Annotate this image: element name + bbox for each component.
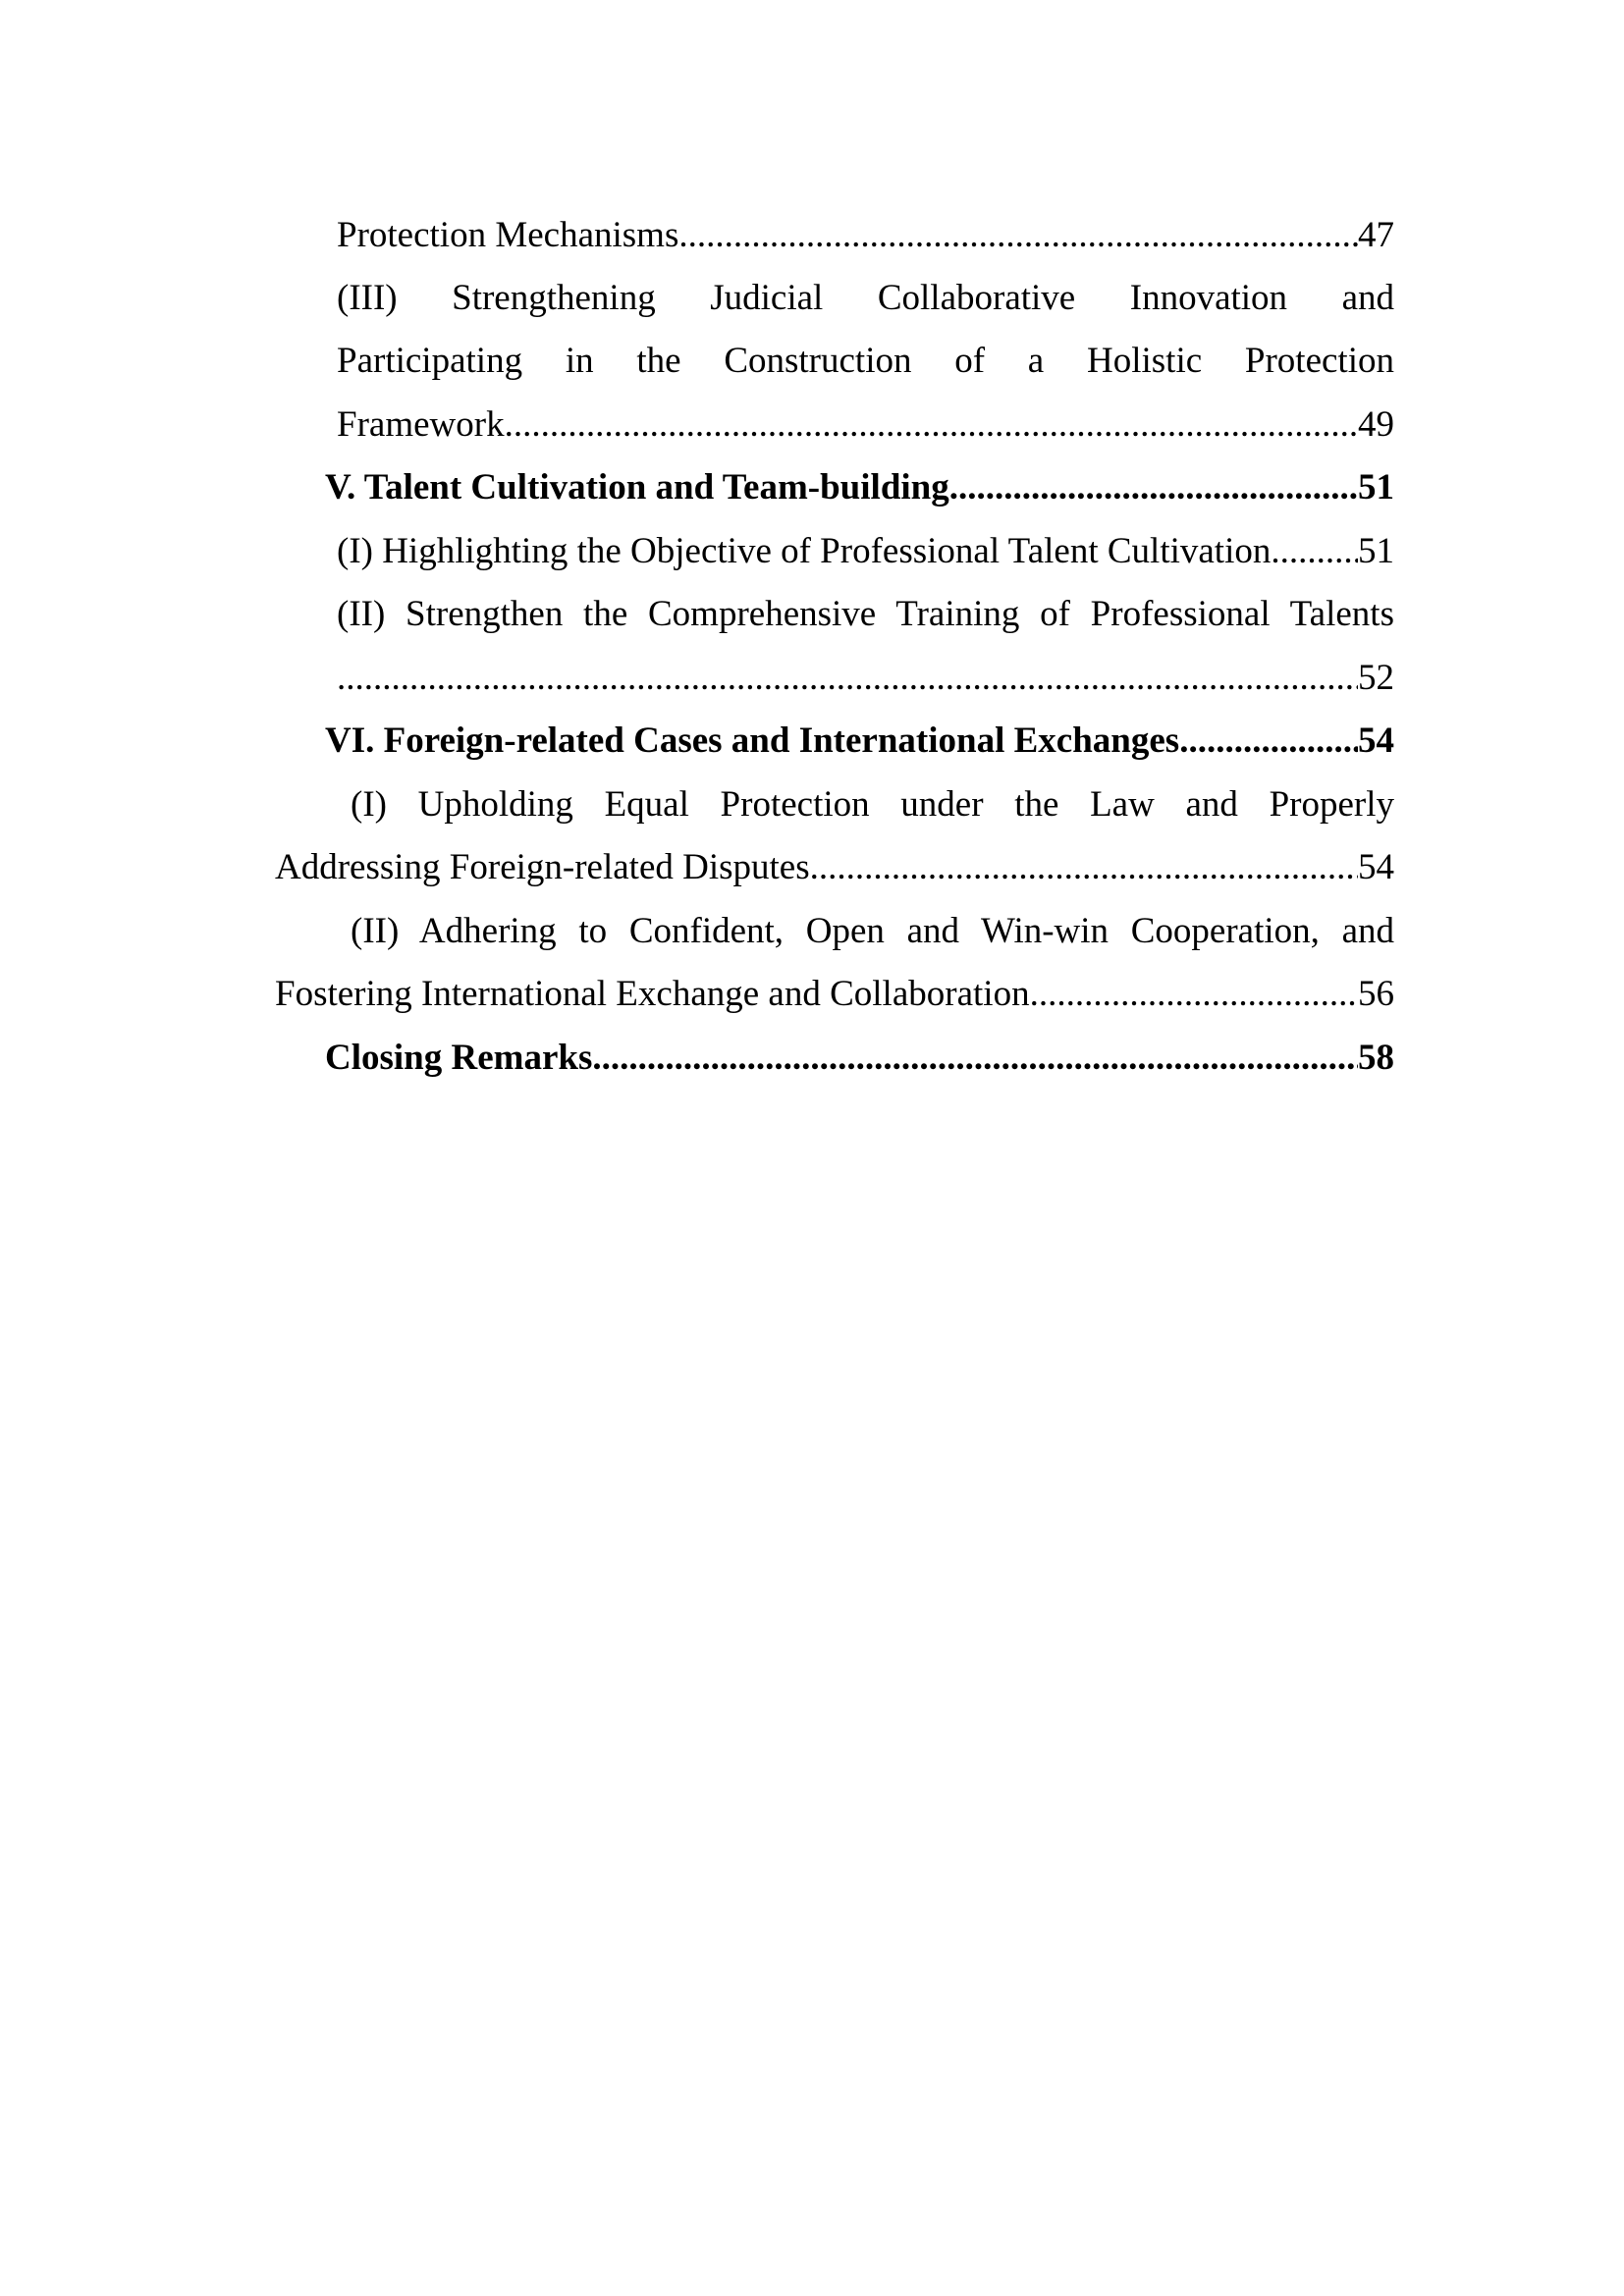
toc-section-talent-cultivation[interactable] — [325, 456, 1394, 519]
toc-leader-dots — [1179, 710, 1358, 773]
toc-entry-page: 49 — [1358, 404, 1394, 445]
toc-entry-page: 51 — [1358, 467, 1394, 507]
toc-entry-title: (III) Strengthening Judicial Collaborative Innovation and — [337, 278, 1394, 318]
toc-entry-win-win-cooperation[interactable] — [351, 900, 1394, 963]
toc-entry-title: Protection Mechanisms — [337, 215, 679, 255]
toc-entry-title: Framework — [337, 404, 505, 445]
toc-entry-title: (II) Strengthen the Comprehensive Training of Professional Talents — [337, 594, 1394, 634]
toc-entry-page: 52 — [1358, 658, 1394, 698]
toc-entry-comprehensive-training-page[interactable] — [337, 647, 1394, 710]
toc-entry-page: 54 — [1358, 847, 1394, 887]
toc-leader-dots — [337, 647, 1358, 710]
toc-entry-page: 54 — [1358, 721, 1394, 761]
toc-leader-dots — [1030, 963, 1358, 1026]
toc-entry-page: 51 — [1358, 531, 1394, 571]
toc-section-closing-remarks[interactable] — [325, 1027, 1394, 1090]
toc-leader-dots — [592, 1027, 1358, 1090]
toc-section-title: VI. Foreign-related Cases and International Exchanges — [325, 721, 1180, 761]
toc-entry-objective-talent-cultivation[interactable] — [337, 520, 1394, 583]
toc-entry-framework[interactable] — [337, 394, 1394, 456]
toc-entry-title: Addressing Foreign-related Disputes — [275, 847, 810, 887]
toc-entry-comprehensive-training[interactable] — [337, 583, 1394, 646]
toc-entry-title: Participating in the Construction of a Holistic Protection — [337, 341, 1394, 381]
toc-entry-page: 47 — [1358, 215, 1394, 255]
toc-section-foreign-related-cases[interactable] — [325, 710, 1394, 773]
toc-section-title: V. Talent Cultivation and Team-building — [325, 467, 949, 507]
toc-section-title: Closing Remarks — [325, 1038, 593, 1078]
toc-leader-dots — [810, 836, 1358, 899]
toc-entry-holistic-protection-continued[interactable] — [337, 330, 1394, 393]
toc-leader-dots — [505, 394, 1358, 456]
toc-entry-equal-protection[interactable] — [351, 774, 1394, 836]
toc-entry-judicial-collaborative-innovation[interactable] — [337, 267, 1394, 330]
toc-entry-title: (II) Adhering to Confident, Open and Win-win Cooperation, and — [351, 911, 1394, 951]
toc-leader-dots — [1271, 520, 1358, 583]
toc-entry-page: 56 — [1358, 974, 1394, 1014]
toc-entry-title: Fostering International Exchange and Collaboration — [275, 974, 1030, 1014]
toc-entry-title: (I) Upholding Equal Protection under the Law and Properly — [351, 784, 1394, 825]
toc-entry-page: 58 — [1358, 1038, 1394, 1078]
toc-entry-international-exchange[interactable] — [275, 963, 1394, 1026]
toc-leader-dots — [949, 456, 1358, 519]
toc-entry-title: (I) Highlighting the Objective of Professional Talent Cultivation — [337, 531, 1272, 571]
toc-entry-protection-mechanisms[interactable] — [337, 204, 1394, 267]
toc-entry-foreign-related-disputes[interactable] — [275, 836, 1394, 899]
toc-leader-dots — [678, 204, 1358, 267]
